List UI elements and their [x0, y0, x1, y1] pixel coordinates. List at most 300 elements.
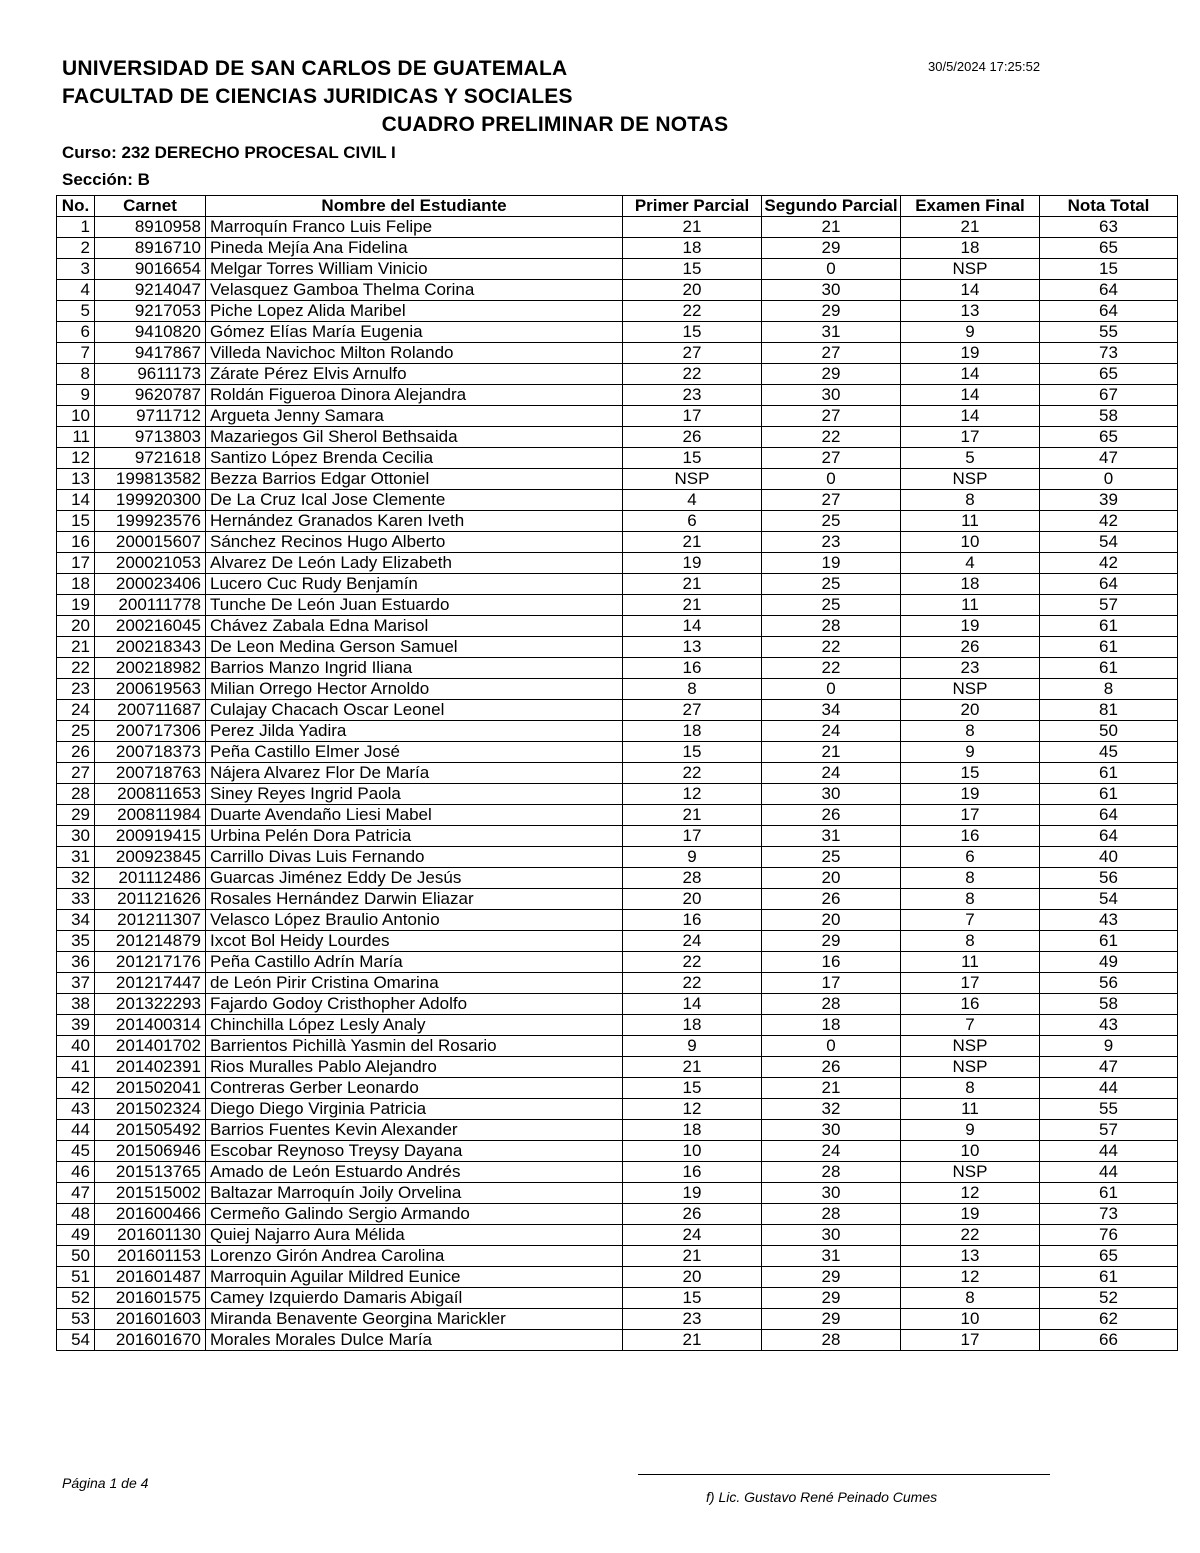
- cell-carnet: 9016654: [95, 259, 206, 280]
- cell-carnet: 201506946: [95, 1141, 206, 1162]
- cell-second-partial: 21: [762, 1078, 901, 1099]
- table-row: [57, 1120, 1178, 1141]
- table-row: [57, 1141, 1178, 1162]
- cell-first-partial: 8: [623, 679, 762, 700]
- cell-second-partial: 23: [762, 532, 901, 553]
- cell-student-name: Chinchilla López Lesly Analy: [206, 1015, 623, 1036]
- cell-no: 42: [57, 1078, 95, 1099]
- cell-first-partial: 15: [623, 448, 762, 469]
- cell-final-exam: 4: [901, 553, 1040, 574]
- table-row: [57, 826, 1178, 847]
- table-row: [57, 1057, 1178, 1078]
- cell-final-exam: 22: [901, 1225, 1040, 1246]
- cell-final-exam: NSP: [901, 469, 1040, 490]
- cell-final-exam: 14: [901, 280, 1040, 301]
- cell-no: 37: [57, 973, 95, 994]
- cell-carnet: 201601130: [95, 1225, 206, 1246]
- cell-final-exam: 10: [901, 1141, 1040, 1162]
- cell-second-partial: 22: [762, 658, 901, 679]
- cell-no: 46: [57, 1162, 95, 1183]
- cell-carnet: 9410820: [95, 322, 206, 343]
- cell-second-partial: 30: [762, 784, 901, 805]
- cell-carnet: 9417867: [95, 343, 206, 364]
- cell-no: 25: [57, 721, 95, 742]
- cell-second-partial: 32: [762, 1099, 901, 1120]
- cell-second-partial: 25: [762, 511, 901, 532]
- cell-student-name: Velasquez Gamboa Thelma Corina: [206, 280, 623, 301]
- cell-student-name: Urbina Pelén Dora Patricia: [206, 826, 623, 847]
- cell-total: 65: [1040, 1246, 1178, 1267]
- cell-first-partial: 24: [623, 1225, 762, 1246]
- column-header-final-exam: Examen Final: [901, 196, 1040, 217]
- cell-second-partial: 18: [762, 1015, 901, 1036]
- cell-total: 55: [1040, 322, 1178, 343]
- cell-total: 58: [1040, 406, 1178, 427]
- table-body: [57, 217, 1178, 1351]
- table-row: [57, 721, 1178, 742]
- cell-no: 5: [57, 301, 95, 322]
- cell-final-exam: 19: [901, 343, 1040, 364]
- cell-no: 50: [57, 1246, 95, 1267]
- cell-total: 42: [1040, 553, 1178, 574]
- cell-student-name: Villeda Navichoc Milton Rolando: [206, 343, 623, 364]
- cell-carnet: 201601487: [95, 1267, 206, 1288]
- cell-no: 29: [57, 805, 95, 826]
- table-row: [57, 322, 1178, 343]
- cell-second-partial: 25: [762, 595, 901, 616]
- table-row: [57, 1204, 1178, 1225]
- cell-no: 34: [57, 910, 95, 931]
- cell-carnet: 201502041: [95, 1078, 206, 1099]
- cell-second-partial: 31: [762, 826, 901, 847]
- cell-student-name: Duarte Avendaño Liesi Mabel: [206, 805, 623, 826]
- table-row: [57, 637, 1178, 658]
- cell-student-name: Barrientos Pichillà Yasmin del Rosario: [206, 1036, 623, 1057]
- table-row: [57, 1330, 1178, 1351]
- cell-second-partial: 31: [762, 322, 901, 343]
- cell-second-partial: 27: [762, 490, 901, 511]
- cell-total: 61: [1040, 763, 1178, 784]
- column-header-second-partial: Segundo Parcial: [762, 196, 901, 217]
- document-title: CUADRO PRELIMINAR DE NOTAS: [381, 113, 729, 136]
- cell-final-exam: 9: [901, 1120, 1040, 1141]
- cell-total: 63: [1040, 217, 1178, 238]
- cell-carnet: 9711712: [95, 406, 206, 427]
- cell-student-name: Milian Orrego Hector Arnoldo: [206, 679, 623, 700]
- cell-final-exam: 8: [901, 490, 1040, 511]
- cell-carnet: 200811653: [95, 784, 206, 805]
- cell-first-partial: 12: [623, 1099, 762, 1120]
- cell-total: 47: [1040, 448, 1178, 469]
- table-row: [57, 385, 1178, 406]
- cell-carnet: 201402391: [95, 1057, 206, 1078]
- cell-carnet: 201600466: [95, 1204, 206, 1225]
- cell-no: 23: [57, 679, 95, 700]
- cell-student-name: Roldán Figueroa Dinora Alejandra: [206, 385, 623, 406]
- cell-first-partial: 26: [623, 1204, 762, 1225]
- cell-first-partial: 6: [623, 511, 762, 532]
- cell-first-partial: 20: [623, 280, 762, 301]
- cell-second-partial: 30: [762, 1225, 901, 1246]
- cell-second-partial: 20: [762, 910, 901, 931]
- cell-final-exam: NSP: [901, 679, 1040, 700]
- cell-no: 47: [57, 1183, 95, 1204]
- cell-student-name: Mazariegos Gil Sherol Bethsaida: [206, 427, 623, 448]
- cell-student-name: Cermeño Galindo Sergio Armando: [206, 1204, 623, 1225]
- table-row: [57, 553, 1178, 574]
- cell-carnet: 201214879: [95, 931, 206, 952]
- table-row: [57, 847, 1178, 868]
- cell-first-partial: 18: [623, 1120, 762, 1141]
- cell-total: 81: [1040, 700, 1178, 721]
- cell-second-partial: 26: [762, 1057, 901, 1078]
- cell-first-partial: 15: [623, 322, 762, 343]
- table-row: [57, 343, 1178, 364]
- cell-second-partial: 29: [762, 931, 901, 952]
- table-row: [57, 574, 1178, 595]
- table-row: [57, 700, 1178, 721]
- cell-student-name: Argueta Jenny Samara: [206, 406, 623, 427]
- cell-no: 11: [57, 427, 95, 448]
- cell-no: 9: [57, 385, 95, 406]
- cell-first-partial: 22: [623, 364, 762, 385]
- cell-total: 58: [1040, 994, 1178, 1015]
- cell-second-partial: 25: [762, 574, 901, 595]
- cell-final-exam: 14: [901, 406, 1040, 427]
- cell-no: 38: [57, 994, 95, 1015]
- cell-no: 30: [57, 826, 95, 847]
- cell-carnet: 200811984: [95, 805, 206, 826]
- cell-final-exam: NSP: [901, 259, 1040, 280]
- cell-student-name: Siney Reyes Ingrid Paola: [206, 784, 623, 805]
- table-row: [57, 889, 1178, 910]
- cell-student-name: Peña Castillo Adrín María: [206, 952, 623, 973]
- cell-no: 24: [57, 700, 95, 721]
- cell-student-name: de León Pirir Cristina Omarina: [206, 973, 623, 994]
- cell-second-partial: 24: [762, 763, 901, 784]
- cell-no: 27: [57, 763, 95, 784]
- cell-total: 61: [1040, 1183, 1178, 1204]
- table-row: [57, 1099, 1178, 1120]
- cell-no: 12: [57, 448, 95, 469]
- cell-second-partial: 22: [762, 637, 901, 658]
- cell-carnet: 201217447: [95, 973, 206, 994]
- cell-carnet: 201211307: [95, 910, 206, 931]
- section-label: Sección: B: [62, 170, 150, 189]
- cell-final-exam: 20: [901, 700, 1040, 721]
- cell-final-exam: 10: [901, 532, 1040, 553]
- table-row: [57, 679, 1178, 700]
- cell-total: 8: [1040, 679, 1178, 700]
- cell-total: 50: [1040, 721, 1178, 742]
- table-row: [57, 448, 1178, 469]
- cell-second-partial: 22: [762, 427, 901, 448]
- cell-student-name: Guarcas Jiménez Eddy De Jesús: [206, 868, 623, 889]
- cell-first-partial: 23: [623, 385, 762, 406]
- cell-first-partial: 19: [623, 553, 762, 574]
- cell-final-exam: 21: [901, 217, 1040, 238]
- cell-second-partial: 30: [762, 385, 901, 406]
- table-row: [57, 784, 1178, 805]
- cell-carnet: 201601603: [95, 1309, 206, 1330]
- cell-carnet: 200718373: [95, 742, 206, 763]
- cell-total: 43: [1040, 910, 1178, 931]
- cell-no: 26: [57, 742, 95, 763]
- cell-student-name: Fajardo Godoy Cristhopher Adolfo: [206, 994, 623, 1015]
- cell-second-partial: 19: [762, 553, 901, 574]
- cell-carnet: 9214047: [95, 280, 206, 301]
- cell-total: 47: [1040, 1057, 1178, 1078]
- cell-first-partial: 22: [623, 301, 762, 322]
- cell-no: 32: [57, 868, 95, 889]
- cell-final-exam: 17: [901, 973, 1040, 994]
- cell-first-partial: 13: [623, 637, 762, 658]
- cell-no: 8: [57, 364, 95, 385]
- cell-carnet: 201601153: [95, 1246, 206, 1267]
- cell-final-exam: 15: [901, 763, 1040, 784]
- cell-first-partial: 15: [623, 742, 762, 763]
- cell-first-partial: 9: [623, 1036, 762, 1057]
- cell-second-partial: 29: [762, 301, 901, 322]
- cell-total: 52: [1040, 1288, 1178, 1309]
- cell-student-name: Rosales Hernández Darwin Eliazar: [206, 889, 623, 910]
- cell-carnet: 200619563: [95, 679, 206, 700]
- cell-second-partial: 0: [762, 469, 901, 490]
- cell-first-partial: 21: [623, 1330, 762, 1351]
- table-row: [57, 259, 1178, 280]
- cell-total: 64: [1040, 826, 1178, 847]
- table-row: [57, 1267, 1178, 1288]
- cell-total: 65: [1040, 238, 1178, 259]
- cell-carnet: 200919415: [95, 826, 206, 847]
- cell-first-partial: 16: [623, 658, 762, 679]
- cell-final-exam: 11: [901, 952, 1040, 973]
- cell-second-partial: 28: [762, 1162, 901, 1183]
- university-title: UNIVERSIDAD DE SAN CARLOS DE GUATEMALA: [62, 57, 568, 80]
- cell-carnet: 200218343: [95, 637, 206, 658]
- cell-no: 17: [57, 553, 95, 574]
- cell-final-exam: 26: [901, 637, 1040, 658]
- cell-first-partial: 26: [623, 427, 762, 448]
- cell-first-partial: 10: [623, 1141, 762, 1162]
- table-row: [57, 1162, 1178, 1183]
- cell-carnet: 199923576: [95, 511, 206, 532]
- cell-total: 56: [1040, 868, 1178, 889]
- cell-student-name: De La Cruz Ical Jose Clemente: [206, 490, 623, 511]
- cell-carnet: 200023406: [95, 574, 206, 595]
- table-row: [57, 805, 1178, 826]
- cell-student-name: Peña Castillo Elmer José: [206, 742, 623, 763]
- cell-total: 39: [1040, 490, 1178, 511]
- cell-carnet: 201601670: [95, 1330, 206, 1351]
- column-header-carnet: Carnet: [95, 196, 206, 217]
- table-row: [57, 490, 1178, 511]
- cell-final-exam: 23: [901, 658, 1040, 679]
- cell-first-partial: 18: [623, 238, 762, 259]
- cell-first-partial: 21: [623, 805, 762, 826]
- cell-first-partial: 18: [623, 721, 762, 742]
- cell-total: 54: [1040, 889, 1178, 910]
- cell-carnet: 201217176: [95, 952, 206, 973]
- cell-no: 1: [57, 217, 95, 238]
- cell-student-name: Pineda Mejía Ana Fidelina: [206, 238, 623, 259]
- cell-student-name: Morales Morales Dulce María: [206, 1330, 623, 1351]
- cell-carnet: 201400314: [95, 1015, 206, 1036]
- faculty-title: FACULTAD DE CIENCIAS JURIDICAS Y SOCIALES: [62, 85, 573, 108]
- cell-carnet: 201502324: [95, 1099, 206, 1120]
- cell-first-partial: 21: [623, 217, 762, 238]
- cell-carnet: 200717306: [95, 721, 206, 742]
- cell-total: 44: [1040, 1078, 1178, 1099]
- cell-student-name: Lucero Cuc Rudy Benjamín: [206, 574, 623, 595]
- cell-total: 54: [1040, 532, 1178, 553]
- cell-first-partial: 15: [623, 259, 762, 280]
- cell-final-exam: 19: [901, 784, 1040, 805]
- cell-no: 48: [57, 1204, 95, 1225]
- cell-no: 21: [57, 637, 95, 658]
- cell-student-name: Baltazar Marroquín Joily Orvelina: [206, 1183, 623, 1204]
- cell-student-name: Amado de León Estuardo Andrés: [206, 1162, 623, 1183]
- cell-final-exam: 17: [901, 1330, 1040, 1351]
- table-row: [57, 616, 1178, 637]
- cell-no: 10: [57, 406, 95, 427]
- cell-no: 13: [57, 469, 95, 490]
- table-row: [57, 994, 1178, 1015]
- cell-student-name: Velasco López Braulio Antonio: [206, 910, 623, 931]
- cell-carnet: 201515002: [95, 1183, 206, 1204]
- table-row: [57, 1036, 1178, 1057]
- cell-carnet: 200021053: [95, 553, 206, 574]
- table-row: [57, 868, 1178, 889]
- cell-student-name: Chávez Zabala Edna Marisol: [206, 616, 623, 637]
- cell-carnet: 201121626: [95, 889, 206, 910]
- cell-second-partial: 27: [762, 406, 901, 427]
- cell-first-partial: 15: [623, 1288, 762, 1309]
- signature-line: [638, 1474, 1050, 1475]
- cell-no: 18: [57, 574, 95, 595]
- cell-first-partial: 22: [623, 973, 762, 994]
- cell-first-partial: 14: [623, 616, 762, 637]
- cell-carnet: 199920300: [95, 490, 206, 511]
- cell-no: 49: [57, 1225, 95, 1246]
- cell-second-partial: 26: [762, 805, 901, 826]
- cell-no: 45: [57, 1141, 95, 1162]
- cell-no: 6: [57, 322, 95, 343]
- table-row: [57, 469, 1178, 490]
- cell-final-exam: 8: [901, 868, 1040, 889]
- cell-first-partial: 20: [623, 1267, 762, 1288]
- cell-final-exam: 13: [901, 1246, 1040, 1267]
- cell-second-partial: 29: [762, 364, 901, 385]
- timestamp: 30/5/2024 17:25:52: [928, 59, 1041, 74]
- column-header-first-partial: Primer Parcial: [623, 196, 762, 217]
- cell-first-partial: 21: [623, 532, 762, 553]
- cell-total: 67: [1040, 385, 1178, 406]
- cell-first-partial: 21: [623, 1057, 762, 1078]
- cell-final-exam: 16: [901, 826, 1040, 847]
- cell-total: 64: [1040, 574, 1178, 595]
- cell-final-exam: 5: [901, 448, 1040, 469]
- cell-student-name: Hernández Granados Karen Iveth: [206, 511, 623, 532]
- table-row: [57, 910, 1178, 931]
- cell-final-exam: NSP: [901, 1036, 1040, 1057]
- cell-total: 49: [1040, 952, 1178, 973]
- cell-second-partial: 34: [762, 700, 901, 721]
- cell-first-partial: 24: [623, 931, 762, 952]
- cell-carnet: 200218982: [95, 658, 206, 679]
- cell-student-name: Rios Muralles Pablo Alejandro: [206, 1057, 623, 1078]
- signature-name: f) Lic. Gustavo René Peinado Cumes: [706, 1489, 938, 1505]
- cell-second-partial: 31: [762, 1246, 901, 1267]
- cell-total: 45: [1040, 742, 1178, 763]
- cell-no: 35: [57, 931, 95, 952]
- cell-no: 4: [57, 280, 95, 301]
- cell-student-name: Tunche De León Juan Estuardo: [206, 595, 623, 616]
- cell-total: 65: [1040, 364, 1178, 385]
- cell-student-name: Escobar Reynoso Treysy Dayana: [206, 1141, 623, 1162]
- cell-no: 31: [57, 847, 95, 868]
- cell-no: 3: [57, 259, 95, 280]
- cell-second-partial: 0: [762, 259, 901, 280]
- cell-total: 61: [1040, 616, 1178, 637]
- cell-student-name: Gómez Elías María Eugenia: [206, 322, 623, 343]
- cell-total: 40: [1040, 847, 1178, 868]
- cell-total: 61: [1040, 658, 1178, 679]
- cell-second-partial: 29: [762, 1288, 901, 1309]
- table-row: [57, 931, 1178, 952]
- cell-carnet: 200111778: [95, 595, 206, 616]
- cell-no: 28: [57, 784, 95, 805]
- cell-total: 73: [1040, 343, 1178, 364]
- cell-student-name: Zárate Pérez Elvis Arnulfo: [206, 364, 623, 385]
- cell-final-exam: NSP: [901, 1057, 1040, 1078]
- cell-second-partial: 24: [762, 721, 901, 742]
- cell-final-exam: 14: [901, 385, 1040, 406]
- cell-total: 9: [1040, 1036, 1178, 1057]
- table-row: [57, 658, 1178, 679]
- cell-no: 39: [57, 1015, 95, 1036]
- cell-carnet: 8916710: [95, 238, 206, 259]
- cell-total: 73: [1040, 1204, 1178, 1225]
- course-label: Curso: 232 DERECHO PROCESAL CIVIL I: [62, 143, 396, 162]
- cell-second-partial: 25: [762, 847, 901, 868]
- cell-final-exam: NSP: [901, 1162, 1040, 1183]
- cell-carnet: 201601575: [95, 1288, 206, 1309]
- cell-student-name: Ixcot Bol Heidy Lourdes: [206, 931, 623, 952]
- cell-second-partial: 0: [762, 679, 901, 700]
- cell-carnet: 200216045: [95, 616, 206, 637]
- cell-second-partial: 28: [762, 616, 901, 637]
- column-header-name: Nombre del Estudiante: [206, 196, 623, 217]
- cell-carnet: 201322293: [95, 994, 206, 1015]
- cell-first-partial: 22: [623, 763, 762, 784]
- cell-second-partial: 0: [762, 1036, 901, 1057]
- cell-second-partial: 26: [762, 889, 901, 910]
- cell-second-partial: 17: [762, 973, 901, 994]
- cell-second-partial: 27: [762, 343, 901, 364]
- cell-second-partial: 29: [762, 1309, 901, 1330]
- cell-carnet: 9620787: [95, 385, 206, 406]
- cell-final-exam: 7: [901, 910, 1040, 931]
- cell-student-name: Marroquín Franco Luis Felipe: [206, 217, 623, 238]
- cell-total: 44: [1040, 1162, 1178, 1183]
- cell-second-partial: 27: [762, 448, 901, 469]
- cell-total: 42: [1040, 511, 1178, 532]
- cell-carnet: 9721618: [95, 448, 206, 469]
- cell-second-partial: 21: [762, 217, 901, 238]
- cell-first-partial: 12: [623, 784, 762, 805]
- cell-final-exam: 8: [901, 1078, 1040, 1099]
